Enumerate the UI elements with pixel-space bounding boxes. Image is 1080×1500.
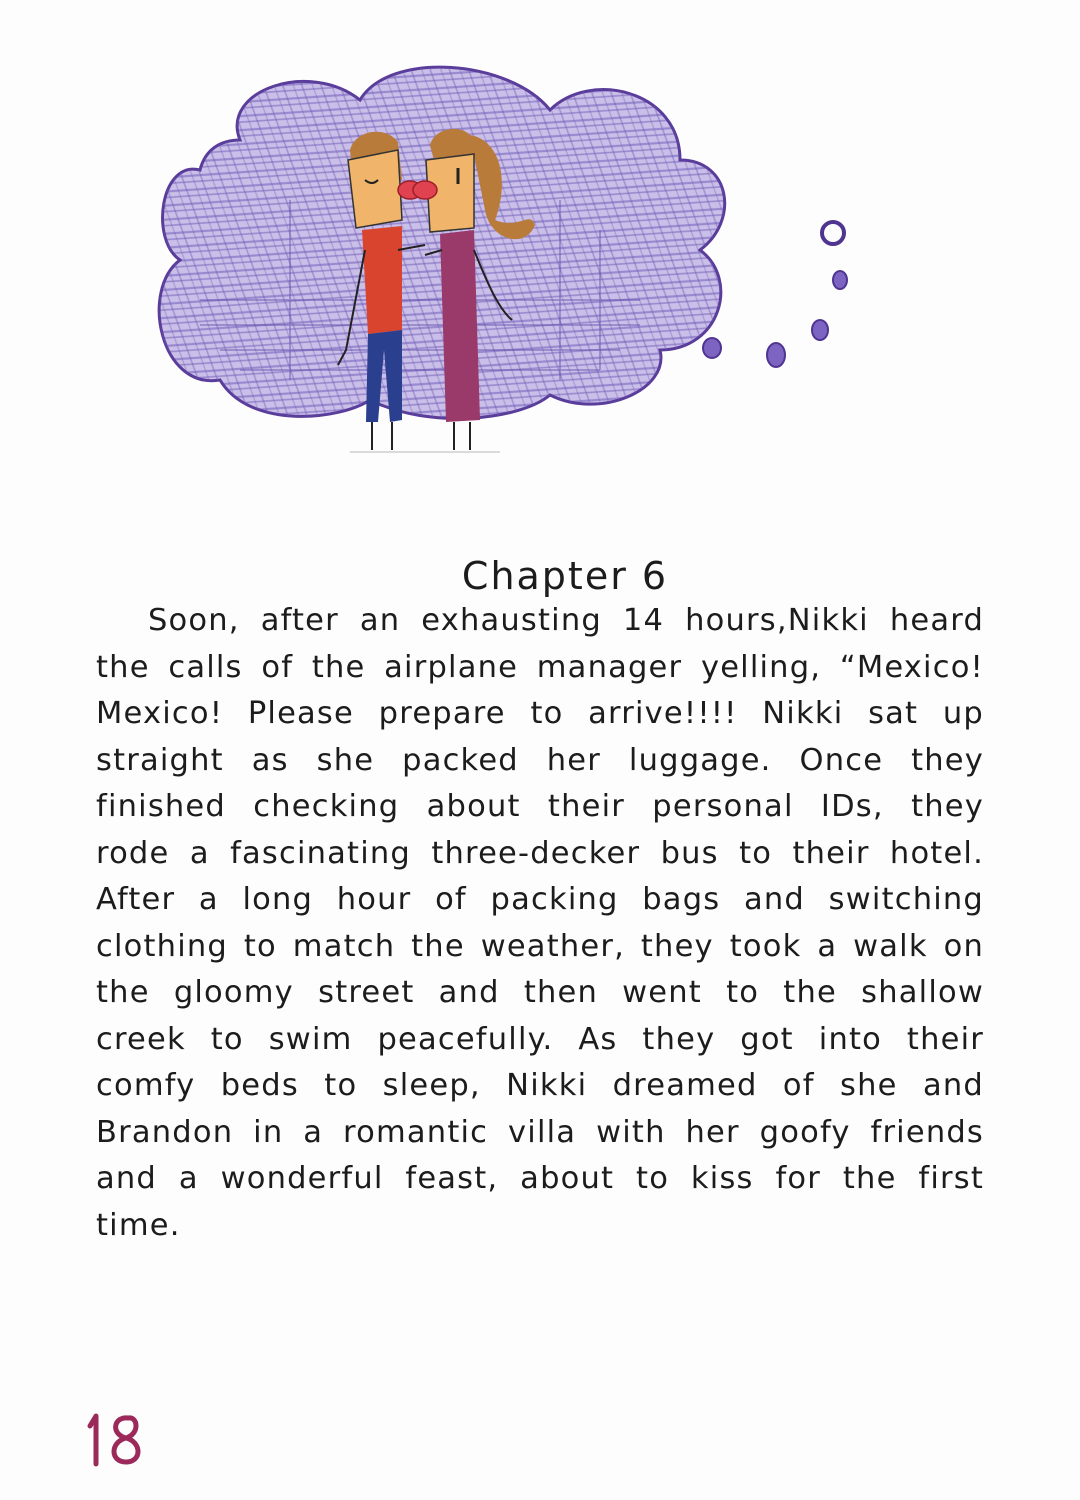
lips-doodle	[398, 181, 437, 199]
chapter-title: Chapter 6	[461, 553, 669, 598]
page-number	[80, 1398, 160, 1478]
thought-bubble-illustration	[140, 50, 880, 470]
thought-dots	[703, 222, 847, 367]
story-paragraph: Soon, after an exhausting 14 hours,Nikki heard the calls of the airplane manager yelling, “Mexico! Mexico! Please prepare to arrive!!!! Nikki sat up straight as she packed her luggage. Once they finished checking about their personal IDs, they rode a fascinating three-decker bus to their hotel. After a long hour of packing bags and switching clothing to match the weather, they took a walk on the gloomy street and then went to the shallow creek to swim peacefully. As they got into their comfy beds to sleep, Nikki dreamed of she and Brandon in a romantic villa with her goofy friends and a wonderful feast, about to kiss for the first time.	[96, 603, 984, 1243]
